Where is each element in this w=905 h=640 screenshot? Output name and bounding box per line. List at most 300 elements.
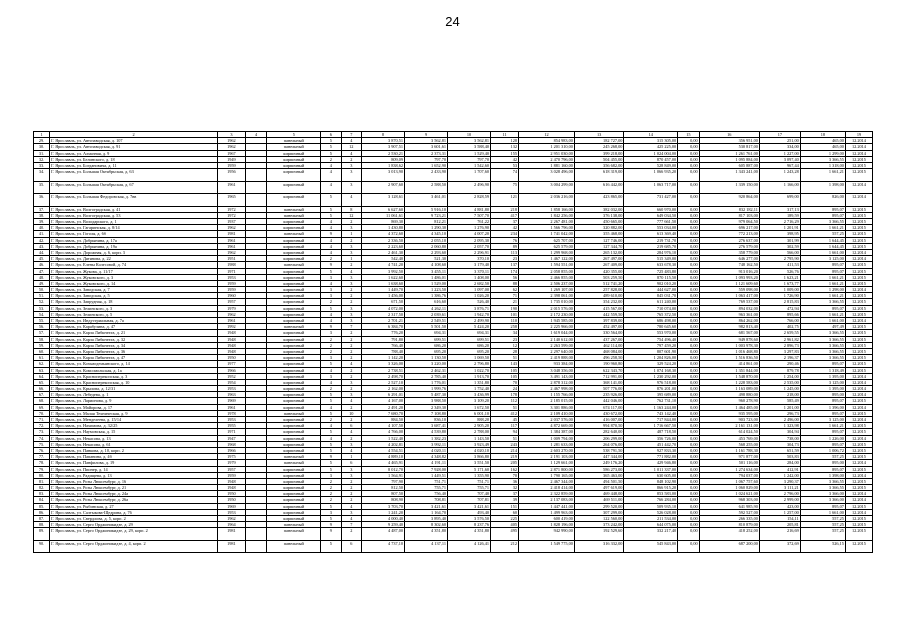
cell-a: 6 384,70 (362, 324, 405, 330)
cell-b: 2 549,51 (405, 318, 448, 324)
cell-s1: 1 858 166,00 (519, 206, 575, 212)
cell-addr: Г. Ярославль, ул. Свердлова, д. 5, корп. 2 (50, 516, 218, 522)
cell-s1: 2 172 230,00 (519, 311, 575, 317)
cell-t: кирпичный (267, 435, 321, 441)
cell-d: 190 (491, 305, 519, 311)
cell-dt: 12.2014 (845, 249, 872, 255)
cell-c: 2 296,91 (448, 249, 491, 255)
cell-t: кирпичный (267, 225, 321, 231)
cell-e: 3 (341, 243, 361, 249)
cell-s1: 3 301 886,00 (519, 404, 575, 410)
cell-s1: 1 009 794,00 (519, 435, 575, 441)
cell-s5: 971 877,00 (699, 454, 759, 460)
cell-s5: 356 951,00 (699, 138, 759, 144)
cell-d: 258 (491, 324, 519, 330)
cell-year: 1981 (217, 231, 245, 237)
cell-f: 3 (321, 509, 341, 515)
cell-s2: 249 176,20 (574, 460, 623, 466)
cell-s2: 442 046,00 (574, 398, 623, 404)
cell-s2: 462 114,00 (574, 342, 623, 348)
cell-n: 78. (34, 460, 50, 466)
cell-s7: 3 125,00 (800, 256, 845, 262)
cell-year: 1959 (217, 472, 245, 478)
cell-n: 67. (34, 392, 50, 398)
cell-dt: 12.2014 (845, 138, 872, 144)
cell-s1: 2 263 599,00 (519, 342, 575, 348)
cell-e: 8 (341, 206, 361, 212)
cell-s4: 0,00 (678, 274, 700, 280)
cell-s3: 780 645,60 (624, 324, 678, 330)
cell-year: 1957 (217, 299, 245, 305)
cell-s6: 2 815,83 (759, 299, 800, 305)
cell-addr: Г. Ярославль, ул. Розы Люксембург, д. 16 (50, 478, 218, 484)
cell-addr: Г. Ярославль, ул. Майорова, д. 17 (50, 404, 218, 410)
cell-s2: 267 409,00 (574, 262, 623, 268)
cell-e: 3 (341, 379, 361, 385)
cell-year: 1978 (217, 410, 245, 416)
cell-e: 7 (341, 522, 361, 528)
cell-a: 812,50 (362, 485, 405, 491)
cell-dt: 12.2015 (845, 429, 872, 435)
cell-year: 1967 (217, 150, 245, 156)
cell-c: 1 913,70 (448, 373, 491, 379)
column-header: 4 (245, 132, 267, 138)
cell-dt: 12.2014 (845, 373, 872, 379)
cell-a: 2 317,50 (362, 311, 405, 317)
cell-e: 3 (341, 472, 361, 478)
cell-s1: 1 619 044,00 (519, 330, 575, 336)
cell-d: 21 (491, 299, 519, 305)
cell-year: 1948 (217, 330, 245, 336)
cell-s6: 284,00 (759, 460, 800, 466)
cell-b: 3 421,61 (405, 503, 448, 509)
cell-dt: 12.2015 (845, 169, 872, 182)
cell-b: 1 776,01 (405, 379, 448, 385)
cell-e: 7 (341, 324, 361, 330)
cell-f: 4 (321, 435, 341, 441)
cell-s5: 949 878,60 (699, 336, 759, 342)
cell-dt: 12.2015 (845, 485, 872, 491)
cell-t: кирпичный (267, 156, 321, 162)
cell-b: 686,20 (405, 342, 448, 348)
cell-s3: 1 066 935,20 (624, 169, 678, 182)
cell-s1: 2 185 015,00 (519, 398, 575, 404)
cell-b: 9 723,21 (405, 212, 448, 218)
cell-year: 1952 (217, 373, 245, 379)
cell-c: 4 126,41 (448, 540, 491, 553)
cell-n: 77. (34, 454, 50, 460)
cell-s6: 1 243,28 (759, 169, 800, 182)
cell-d: 39 (491, 497, 519, 503)
cell-dt: 12.2015 (845, 398, 872, 404)
cell-s3: 528 849,00 (624, 162, 678, 168)
cell-a: 3 703,70 (362, 503, 405, 509)
cell-addr: Г. Ярославль, ул. Автозаводская, д. 91 (50, 144, 218, 150)
cell-a: 4 889,10 (362, 454, 405, 460)
cell-c: 1 097,00 (448, 287, 491, 293)
cell-n: 55. (34, 318, 50, 324)
cell-s7: 895,00 (800, 460, 845, 466)
cell-s7: 1 395,00 (800, 386, 845, 392)
cell-s2: 468 084,00 (574, 348, 623, 354)
cell-f: 5 (321, 447, 341, 453)
column-header: 10 (448, 132, 491, 138)
cell-n: 81. (34, 478, 50, 484)
cell-c: 686,20 (448, 342, 491, 348)
cell-f: 2 (321, 386, 341, 392)
cell-c: 3 421,61 (448, 503, 491, 509)
cell-dt: 12.2015 (845, 478, 872, 484)
cell-year: 1960 (217, 293, 245, 299)
cell-t: кирпичный (267, 478, 321, 484)
cell-d: 162 (491, 466, 519, 472)
cell-year: 1969 (217, 398, 245, 404)
cell-s3: 284 976,10 (624, 249, 678, 255)
cell-addr: Г. Ярославль, ул. Карла Либкнехта, д. 34 (50, 342, 218, 348)
cell-year: 1971 (217, 429, 245, 435)
cell-addr: Г. Ярославль, ул. Белинского, д. 18 (50, 156, 218, 162)
column-header: 3 (217, 132, 245, 138)
cell-addr: Г. Ярославль, ул. Запрудная, д. 18 (50, 299, 218, 305)
cell-s1: 1 549 775,00 (519, 540, 575, 553)
cell-s4: 0,00 (678, 454, 700, 460)
cell-s1: 1 447 441,00 (519, 503, 575, 509)
cell-s5: 968 303,00 (699, 497, 759, 503)
cell-d: 42 (491, 225, 519, 231)
cell-c: 1 529,40 (448, 150, 491, 156)
cell-s7: 826,00 (800, 194, 845, 207)
cell-t: панельный (267, 460, 321, 466)
cell-c: 888,20 (448, 417, 491, 423)
cell-e: 2 (341, 386, 361, 392)
cell-s2: 376 138,00 (574, 212, 623, 218)
column-header: 9 (405, 132, 448, 138)
cell-t: кирпичный (267, 305, 321, 311)
cell-a: 2 738,51 (362, 367, 405, 373)
cell-t: кирпичный (267, 509, 321, 515)
cell-dt: 12.2015 (845, 423, 872, 429)
cell-year: 1975 (217, 454, 245, 460)
cell-year: 1966 (217, 367, 245, 373)
cell-s5: 276 579,00 (699, 243, 759, 249)
cell-s4: 0,00 (678, 478, 700, 484)
cell-d: 45 (491, 417, 519, 423)
cell-year: 1948 (217, 342, 245, 348)
cell-t: панельный (267, 231, 321, 237)
cell-s7: 557,25 (800, 516, 845, 522)
cell-s5: 530 817,00 (699, 144, 759, 150)
cell-s5: 641 985,90 (699, 503, 759, 509)
cell-n: 50. (34, 287, 50, 293)
cell-b: 2 785,40 (405, 373, 448, 379)
cell-s4: 0,00 (678, 410, 700, 416)
cell-c: 2 095,30 (448, 237, 491, 243)
cell-a: 797,90 (362, 478, 405, 484)
cell-s3: 219 685,70 (624, 243, 678, 249)
cell-b: 8 302,60 (405, 522, 448, 528)
cell-f: 4 (321, 379, 341, 385)
cell-s7: 3 366,55 (800, 348, 845, 354)
cell-s1: 2 140 612,00 (519, 336, 575, 342)
cell-b: 4 345,10 (405, 231, 448, 237)
cell-s5: 1 464 485,00 (699, 404, 759, 410)
cell-n: 61. (34, 355, 50, 361)
cell-b: 708,81 (405, 497, 448, 503)
cell-s4: 0,00 (678, 138, 700, 144)
cell-n: 79. (34, 466, 50, 472)
cell-t: панельный (267, 144, 321, 150)
cell-b: 2 060,80 (405, 243, 448, 249)
cell-d: 205 (491, 460, 519, 466)
cell-a: 3 326,00 (362, 361, 405, 367)
cell-s4: 0,00 (678, 324, 700, 330)
cell-c: 707,40 (448, 491, 491, 497)
cell-d: 53 (491, 162, 519, 168)
cell-c: 1 069,50 (448, 355, 491, 361)
cell-s2: 496 258,50 (574, 355, 623, 361)
cell-s6: 879,78 (759, 367, 800, 373)
cell-s1: 1 499 963,00 (519, 509, 575, 515)
cell-f: 4 (321, 181, 341, 194)
cell-s7: 3 366,55 (800, 219, 845, 225)
cell-c: 3 109,20 (448, 398, 491, 404)
cell-t: кирпичный (267, 249, 321, 255)
cell-c: 1 408,00 (448, 274, 491, 280)
cell-s2: 127 344,70 (574, 243, 623, 249)
cell-s1: 2 878 312,00 (519, 379, 575, 385)
cell-s7: 557,25 (800, 528, 845, 541)
cell-t: кирпичный (267, 287, 321, 293)
cell-b: 3 461,01 (405, 194, 448, 207)
cell-dt: 12.2014 (845, 509, 872, 515)
column-header: 6 (321, 132, 341, 138)
cell-n: 82. (34, 485, 50, 491)
cell-e: 2 (341, 219, 361, 225)
cell-s3: 1 063 717,00 (624, 181, 678, 194)
cell-a: 4 167,00 (362, 398, 405, 404)
cell-b: 2 433,90 (405, 169, 448, 182)
cell-s1: 2 466 855,00 (519, 274, 575, 280)
cell-b: 2 462,31 (405, 367, 448, 373)
cell-c: 526,40 (448, 299, 491, 305)
cell-d: 76 (491, 237, 519, 243)
cell-t: кирпичный (267, 373, 321, 379)
cell-e: 3 (341, 162, 361, 168)
cell-s3: 902 010,20 (624, 280, 678, 286)
cell-t: кирпичный (267, 516, 321, 522)
cell-s3: 545 843,00 (624, 540, 678, 553)
cell-d: 117 (491, 423, 519, 429)
cell-year: 1959 (217, 287, 245, 293)
cell-year: 1948 (217, 478, 245, 484)
cell-b: 3 992,11 (405, 441, 448, 447)
cell-s4: 0,00 (678, 243, 700, 249)
cell-n: 31. (34, 150, 50, 156)
cell-year: 1992 (217, 324, 245, 330)
cell-s2: 373 242,00 (574, 522, 623, 528)
cell-c: 695,20 (448, 348, 491, 354)
cell-addr: Г. Ярославль, ул. Панфилова, д. 19 (50, 460, 218, 466)
cell-s3: 731 427,00 (624, 194, 678, 207)
cell-b: 7 928,00 (405, 466, 448, 472)
cell-s7: 526,15 (800, 540, 845, 553)
cell-c: 3 588,40 (448, 144, 491, 150)
cell-a: 1 838,62 (362, 162, 405, 168)
cell-e: 1 (341, 256, 361, 262)
cell-s6: 2 496,00 (759, 417, 800, 423)
cell-t: кирпичный (267, 485, 321, 491)
cell-s2: 399 218,00 (574, 150, 623, 156)
cell-f: 5 (321, 361, 341, 367)
cell-s1: 625 707,00 (519, 237, 575, 243)
cell-s3: 845 031,70 (624, 293, 678, 299)
cell-t: кирпичный (267, 243, 321, 249)
cell-s7: 1 398,00 (800, 181, 845, 194)
cell-s6: 2 795,90 (759, 256, 800, 262)
cell-year: 1954 (217, 379, 245, 385)
cell-d: 174 (491, 268, 519, 274)
cell-year: 1971 (217, 268, 245, 274)
cell-s3: 725 483,80 (624, 268, 678, 274)
cell-s3: 219 731,70 (624, 237, 678, 243)
cell-s7: 895,07 (800, 441, 845, 447)
cell-d: 51 (491, 355, 519, 361)
cell-t: панельный (267, 212, 321, 218)
cell-f: 4 (321, 162, 341, 168)
cell-a: 1 622,60 (362, 274, 405, 280)
cell-s6: 1 227,00 (759, 150, 800, 156)
cell-t: панельный (267, 522, 321, 528)
cell-f: 9 (321, 522, 341, 528)
cell-s5: 794 037,00 (699, 472, 759, 478)
cell-s7: 1 661,21 (800, 293, 845, 299)
cell-empty (245, 169, 267, 182)
cell-s1: 2 603 270,00 (519, 447, 575, 453)
cell-c: 751,71 (448, 478, 491, 484)
cell-s6: 189,59 (759, 212, 800, 218)
cell-s1: 1 299 968,00 (519, 249, 575, 255)
cell-s5: 1 095 884,00 (699, 156, 759, 162)
cell-s5: 769 537,00 (699, 299, 759, 305)
cell-f: 2 (321, 299, 341, 305)
cell-addr: Г. Ярославль, ул. Карла Либкнехта, д. 21 (50, 330, 218, 336)
cell-f: 4 (321, 219, 341, 225)
cell-d: 128 (491, 138, 519, 144)
cell-n: 37. (34, 206, 50, 212)
cell-s4: 0,00 (678, 181, 700, 194)
cell-dt: 12.2015 (845, 299, 872, 305)
cell-c: 1 942,70 (448, 311, 491, 317)
cell-d: 113 (491, 249, 519, 255)
cell-s3: 777 661,50 (624, 219, 678, 225)
cell-s7: 895,07 (800, 262, 845, 268)
cell-s5: 864 262,00 (699, 318, 759, 324)
cell-s3: 429 946,80 (624, 460, 678, 466)
cell-addr: Г. Ярославль, ул. Алмазная, д. 9 (50, 150, 218, 156)
cell-s4: 0,00 (678, 485, 700, 491)
cell-s1: 1 594 551,00 (519, 262, 575, 268)
cell-s7: 1 661,21 (800, 274, 845, 280)
cell-s6: 2 535,00 (759, 379, 800, 385)
cell-s1: 625 579,00 (519, 243, 575, 249)
cell-a: 1 638,60 (362, 280, 405, 286)
cell-b: 836,10 (405, 417, 448, 423)
cell-b: 695,20 (405, 348, 448, 354)
cell-addr: Г. Ярославль, ул. Серго Орджоникидзе, д. 29, корп. 2 (50, 528, 218, 541)
cell-c: 2 496,90 (448, 181, 491, 194)
cell-s5: 559 098,00 (699, 287, 759, 293)
cell-c: 755,71 (448, 485, 491, 491)
cell-s4: 0,00 (678, 367, 700, 373)
cell-s1: 2 951 030,00 (519, 150, 575, 156)
cell-n: 56. (34, 324, 50, 330)
cell-s4: 0,00 (678, 262, 700, 268)
cell-addr: Г. Ярославль, ул. Красноперекопская, д. 10 (50, 379, 218, 385)
cell-s5: 568 255,00 (699, 441, 759, 447)
cell-s2: 469 448,00 (574, 491, 623, 497)
cell-a: 1 522,40 (362, 435, 405, 441)
cell-c: 6 001,10 (448, 410, 491, 416)
cell-s5: 2 161 131,00 (699, 423, 759, 429)
cell-n: 84. (34, 497, 50, 503)
cell-year: 1962 (217, 138, 245, 144)
cell-s5: 963 361,00 (699, 311, 759, 317)
cell-s5: 1 067 757,60 (699, 478, 759, 484)
cell-s6: 1 254,00 (759, 373, 800, 379)
cell-f: 5 (321, 398, 341, 404)
cell-s5: 920 864,00 (699, 194, 759, 207)
cell-a: 4 465,91 (362, 460, 405, 466)
cell-s1: 2 322 859,00 (519, 491, 575, 497)
cell-s3: 807 601,90 (624, 348, 678, 354)
cell-s6: 3 297,83 (759, 348, 800, 354)
cell-s6: 2 999,00 (759, 497, 800, 503)
cell-f: 5 (321, 268, 341, 274)
column-header: 17 (759, 132, 800, 138)
cell-addr: Г. Ярославль, ул. Папанина, д. 4б (50, 454, 218, 460)
cell-year: 1963 (217, 392, 245, 398)
cell-s7: 3 366,00 (800, 497, 845, 503)
cell-addr: Г. Ярославль, ул. Некасова, д. 13 (50, 435, 218, 441)
cell-n: 33. (34, 162, 50, 168)
cell-c: 694,31 (448, 330, 491, 336)
cell-s6: 218,00 (759, 392, 800, 398)
cell-d: 42 (491, 156, 519, 162)
cell-addr: Г. Ярославль, ул. Карла Либкнехта, д. 36 (50, 348, 218, 354)
cell-addr: Г. Ярославль, ул. Красноперекопская, д. 3 (50, 373, 218, 379)
cell-addr: Г. Ярославль, ул. Комсомольская, д. 1а (50, 367, 218, 373)
cell-s4: 0,00 (678, 194, 700, 207)
cell-s3: 553 034,00 (624, 225, 678, 231)
cell-t: кирпичный (267, 274, 321, 280)
cell-s6: 1 166,00 (759, 181, 800, 194)
cell-s3: 487 718,50 (624, 429, 678, 435)
cell-s6: 651,59 (759, 447, 800, 453)
cell-addr: Г. Ярославль, ул. Панкова, д. 10, корп. 2 (50, 447, 218, 453)
cell-f: 2 (321, 342, 341, 348)
cell-a: 3 870,51 (362, 138, 405, 144)
cell-addr: Г. Ярославль, ул. Наумовская, д. 15 (50, 429, 218, 435)
column-header: 5 (267, 132, 321, 138)
cell-s2: 507 776,00 (574, 386, 623, 392)
cell-b: 4 539,80 (405, 429, 448, 435)
cell-a: 791,80 (362, 336, 405, 342)
cell-f: 5 (321, 194, 341, 207)
cell-addr: Г. Ярославль, ул. Большая Октябрьская, д. 67 (50, 181, 218, 194)
cell-a: 3 128,61 (362, 194, 405, 207)
cell-addr: Г. Ярославль, ул. Волгоградская, д. 53 (50, 212, 218, 218)
cell-s6: 2 196,37 (759, 355, 800, 361)
